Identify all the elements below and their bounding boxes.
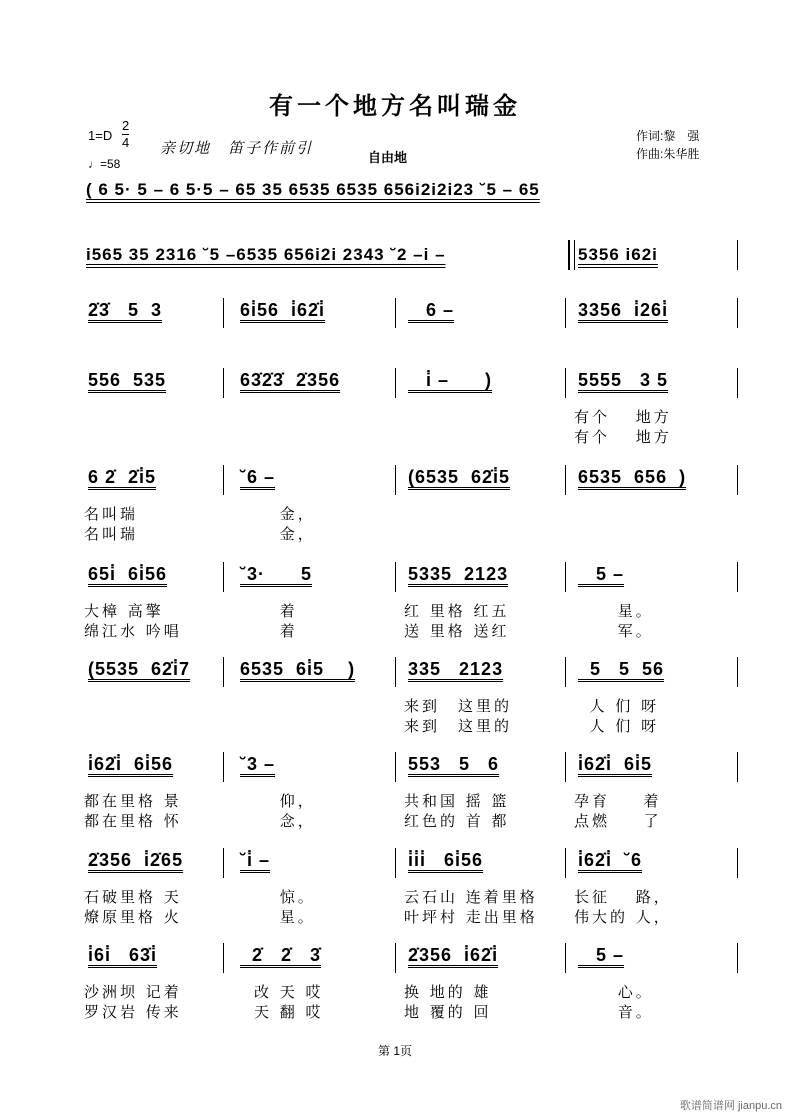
lyric-verse-1: 人 们 呀: [574, 697, 660, 715]
lyric-verse-2: 都在里格 怀: [84, 812, 182, 830]
song-title: 有一个地方名叫瑞金: [269, 91, 521, 120]
measure: ˘6 –: [240, 467, 276, 487]
lyric-verse-2: 送 里格 送红: [404, 622, 510, 640]
lyric-verse-1: 星。: [574, 602, 654, 620]
lyric-verse-2: 音。: [574, 1003, 654, 1021]
lyric-verse-1: 长征 路，: [574, 888, 672, 906]
measure: i̇i̇i̇ 6i̇56: [408, 850, 484, 870]
intro-line-2-end: 5356 i62i: [578, 245, 658, 264]
lyricist: 作词:黎 强: [636, 129, 700, 143]
measure: i̇ – ): [408, 370, 493, 390]
measure: ˘3· 5: [240, 564, 313, 584]
lyric-verse-2: 着: [236, 622, 298, 640]
barline: [223, 943, 224, 973]
lyric-verse-2: 星。: [236, 908, 316, 926]
barline: [223, 562, 224, 592]
time-bottom: 4: [122, 135, 130, 150]
barline: [223, 657, 224, 687]
lyric-verse-1: 都在里格 景: [84, 792, 182, 810]
measure: 5 –: [578, 564, 625, 584]
barline: [737, 368, 738, 398]
measure: 5555 3 5: [578, 370, 669, 390]
lyric-verse-1: 来到 这里的: [404, 697, 513, 715]
lyric-verse-1: 有个 地方: [574, 408, 672, 426]
lyric-verse-2: 叶坪村 走出里格: [404, 908, 538, 926]
lyric-verse-2: 地 覆的 回: [404, 1003, 492, 1021]
page-number: 第 1页: [377, 1044, 412, 1058]
measure: 553 5 6: [408, 754, 500, 774]
measure: 6535 6i̇5 ): [240, 659, 356, 679]
lyric-verse-1: 红 里格 红五: [404, 602, 510, 620]
lyric-verse-2: 来到 这里的: [404, 717, 513, 735]
lyric-verse-2: 名叫瑞: [84, 525, 139, 543]
lyric-verse-2: 人 们 呀: [574, 717, 660, 735]
measure: ˘i̇ –: [240, 850, 271, 870]
measure: (5535 62̇i̇7: [88, 659, 191, 679]
barline: [395, 465, 396, 495]
measure: 5 –: [578, 945, 625, 965]
lyric-verse-2: 绵江水 吟唱: [84, 622, 182, 640]
measure: 5335 2123: [408, 564, 509, 584]
measure: i̇62̇i̇ 6i̇5: [578, 754, 653, 774]
measure: 65i̇ 6i̇56: [88, 564, 168, 584]
measure: 2̇3̇ 5 3: [88, 300, 163, 320]
measure: (6535 62̇i̇5: [408, 467, 511, 487]
time-signature: [122, 118, 129, 151]
barline: [565, 752, 566, 782]
lyric-verse-2: 伟大的 人，: [574, 908, 672, 926]
barline: [395, 562, 396, 592]
barline: [395, 368, 396, 398]
lyric-verse-2: 天 翻 哎: [236, 1003, 324, 1021]
composer: 作曲:朱华胜: [636, 147, 700, 161]
barline: [395, 298, 396, 328]
barline: [395, 752, 396, 782]
lyric-verse-1: 孕育 着: [574, 792, 662, 810]
lyric-verse-1: 石破里格 天: [84, 888, 182, 906]
measure: i̇62̇i̇ ˘6: [578, 850, 643, 870]
key-signature: 1=D: [88, 128, 113, 143]
barline: [565, 562, 566, 592]
barline: [737, 752, 738, 782]
expression-mark: 亲切地 笛子作前引: [160, 139, 314, 157]
lyric-verse-1: 仰，: [236, 792, 316, 810]
lyric-verse-1: 心。: [574, 983, 654, 1001]
measure: ˘3 –: [240, 754, 276, 774]
lyric-verse-2: 念，: [236, 812, 316, 830]
measure: 3356 i̇26i̇: [578, 300, 669, 320]
barline: [737, 562, 738, 592]
measure: 6 2̇ 2̇i̇5: [88, 467, 157, 487]
measure: 6 –: [408, 300, 455, 320]
barline: [223, 752, 224, 782]
watermark: 歌谱简谱网 jianpu.cn: [679, 1100, 782, 1112]
lyric-verse-1: 沙洲坝 记着: [84, 983, 182, 1001]
intro-line-2: i565 35 2316 ˘5 –6535 656i2i 2343 ˘2 –i –: [86, 245, 446, 264]
lyric-verse-2: 有个 地方: [574, 428, 672, 446]
free-tempo-mark: 自由地: [368, 150, 408, 165]
time-top: 2: [122, 118, 130, 133]
barline: [565, 657, 566, 687]
lyric-verse-1: 名叫瑞: [84, 505, 139, 523]
lyric-verse-1: 大樟 高擎: [84, 602, 164, 620]
lyric-verse-2: 燎原里格 火: [84, 908, 182, 926]
measure: 556 535: [88, 370, 167, 390]
barline: [737, 943, 738, 973]
barline: [565, 298, 566, 328]
measure: 5 5 56: [578, 659, 665, 679]
tempo-mark: ♩=58: [88, 157, 121, 171]
barline: [737, 848, 738, 878]
measure: 335 2123: [408, 659, 504, 679]
measure: 63̇2̇3̇ 2̇356: [240, 370, 341, 390]
lyric-verse-1: 金，: [236, 505, 316, 523]
measure: 2̇ 2̇ 3̇: [240, 945, 322, 965]
measure: 6i̇56 i̇62̇i̇: [240, 300, 326, 320]
barline: [395, 657, 396, 687]
barline: [565, 943, 566, 973]
lyric-verse-2: 罗汉岩 传来: [84, 1003, 182, 1021]
barline: [223, 848, 224, 878]
measure: i̇6i̇ 63̇i̇: [88, 945, 158, 965]
measure: 2̇356 i̇2̇65: [88, 850, 184, 870]
barline: [737, 465, 738, 495]
measure: i̇62̇i̇ 6i̇56: [88, 754, 174, 774]
barline: [565, 465, 566, 495]
barline: [223, 298, 224, 328]
barline: [737, 240, 738, 270]
lyric-verse-2: 点燃 了: [574, 812, 662, 830]
double-barline: [568, 240, 575, 270]
lyric-verse-2: 红色的 首 都: [404, 812, 510, 830]
intro-line-1: ( 6 5· 5 – 6 5·5 – 65 35 6535 6535 656i2i2i23 ˘5 – 65: [86, 180, 540, 199]
lyric-verse-1: 云石山 连着里格: [404, 888, 538, 906]
barline: [565, 368, 566, 398]
barline: [223, 465, 224, 495]
lyric-verse-1: 换 地的 雄: [404, 983, 492, 1001]
barline: [395, 943, 396, 973]
measure: 2̇356 i̇62̇i̇: [408, 945, 499, 965]
barline: [395, 848, 396, 878]
lyric-verse-1: 改 天 哎: [236, 983, 324, 1001]
lyric-verse-1: 着: [236, 602, 298, 620]
lyric-verse-1: 惊。: [236, 888, 316, 906]
measure: 6535 656 ): [578, 467, 687, 487]
barline: [223, 368, 224, 398]
barline: [565, 848, 566, 878]
barline: [737, 298, 738, 328]
lyric-verse-2: 金，: [236, 525, 316, 543]
lyric-verse-1: 共和国 摇 篮: [404, 792, 510, 810]
barline: [737, 657, 738, 687]
lyric-verse-2: 军。: [574, 622, 654, 640]
